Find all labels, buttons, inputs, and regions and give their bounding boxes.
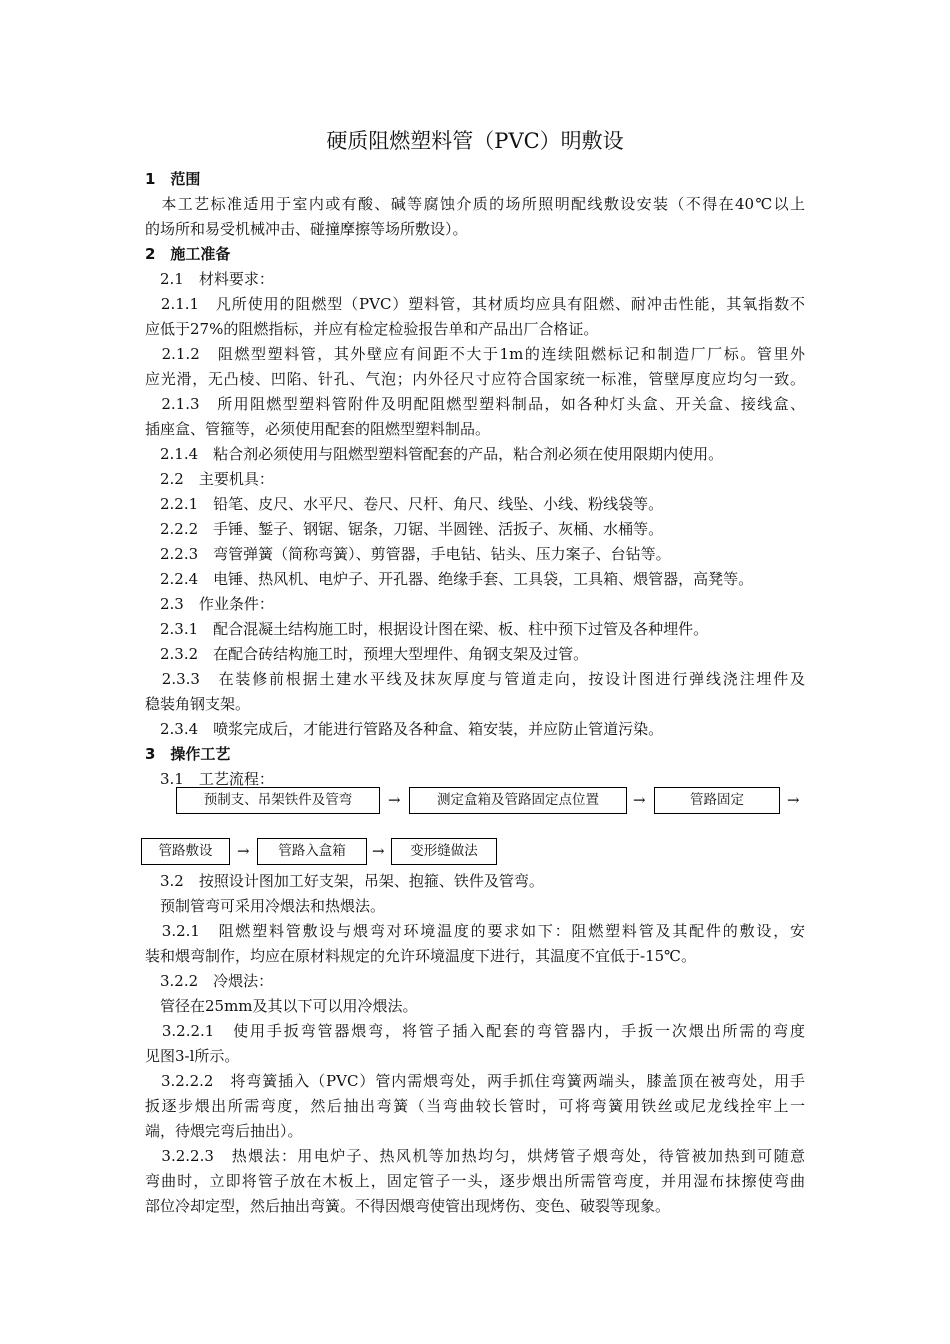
paragraph-line: 2.3.4 喷浆完成后，才能进行管路及各种盒、箱安装，并应防止管道污染。 <box>145 720 664 738</box>
flow-arrow: → <box>633 791 646 809</box>
flow-arrow: → <box>787 791 800 809</box>
paragraph-line: 部位冷却定型，然后抽出弯簧。不得因煨弯使管出现烤伤、变色、破裂等现象。 <box>145 1197 671 1215</box>
flow-arrow: → <box>372 842 385 860</box>
paragraph-line: 2.1.4 粘合剂必须使用与阻燃型塑料管配套的产品，粘合剂必须在使用限期内使用。 <box>145 445 724 463</box>
flow-step: 预制支、吊架铁件及管弯 <box>176 787 380 814</box>
paragraph-line: 端，待煨完弯后抽出）。 <box>145 1122 303 1140</box>
paragraph-line: 预制管弯可采用冷煨法和热煨法。 <box>145 897 386 915</box>
subsection-heading: 3.2 按照设计图加工好支架，吊架、抱箍、铁件及管弯。 <box>145 872 544 890</box>
paragraph-line: 扳逐步煨出所需弯度，然后抽出弯簧（当弯曲较长管时，可将弯簧用铁丝或尼龙线拴牢上一 <box>145 1097 805 1115</box>
paragraph-line: 见图3-l所示。 <box>145 1047 240 1065</box>
section-heading: 3 操作工艺 <box>145 745 231 763</box>
flow-step: 测定盒箱及管路固定点位置 <box>409 787 627 814</box>
flow-arrow: → <box>237 842 250 860</box>
paragraph-line: 2.2.4 电锤、热风机、电炉子、开孔器、绝缘手套、工具袋，工具箱、煨管器，高凳等。 <box>145 570 754 588</box>
paragraph-line: 装和煨弯制作，均应在原材料规定的允许环境温度下进行，其温度不宜低于-15℃。 <box>145 947 696 965</box>
section-heading: 1 范围 <box>145 170 201 188</box>
document-title: 硬质阻燃塑料管（PVC）明敷设 <box>326 129 624 153</box>
paragraph-line: 插座盒、管箍等，必须使用配套的阻燃型塑料制品。 <box>145 420 491 438</box>
paragraph-line: 2.2.3 弯管弹簧（简称弯簧）、剪管器，手电钻、钻头、压力案子、台钻等。 <box>145 545 671 563</box>
subsection-heading: 2.2 主要机具： <box>145 470 274 488</box>
subsection-heading: 2.1 材料要求： <box>145 270 274 288</box>
subsection-heading: 3.1 工艺流程： <box>145 770 274 788</box>
paragraph-line: 2.3.1 配合混凝土结构施工时，根据设计图在梁、板、柱中预下过管及各种埋件。 <box>145 620 709 638</box>
section-heading: 2 施工准备 <box>145 245 231 263</box>
flow-arrow: → <box>388 791 401 809</box>
paragraph-line: 本工艺标准适用于室内或有酸、碱等腐蚀介质的场所照明配线敷设安装（不得在40℃以上 <box>145 195 805 213</box>
subsection-heading: 2.3 作业条件： <box>145 595 274 613</box>
paragraph-line: 管径在25mm及其以下可以用冷煨法。 <box>145 997 418 1015</box>
paragraph-line: 2.1.1 凡所使用的阻燃型（PVC）塑料管，其材质均应具有阻燃、耐冲击性能，其氧指数不 <box>145 295 805 313</box>
paragraph-line: 2.3.2 在配合砖结构施工时，预埋大型埋件、角钢支架及过管。 <box>145 645 589 663</box>
paragraph-line: 2.2.1 铅笔、皮尺、水平尺、卷尺、尺杆、角尺、线坠、小线、粉线袋等。 <box>145 495 664 513</box>
paragraph-line: 3.2.2.1 使用手扳弯管器煨弯，将管子插入配套的弯管器内，手扳一次煨出所需的弯度 <box>145 1022 805 1040</box>
flow-step: 管路敷设 <box>141 838 230 865</box>
flow-step: 管路固定 <box>654 787 780 814</box>
flow-step: 变形缝做法 <box>391 838 497 865</box>
paragraph-line: 应光滑，无凸棱、凹陷、针孔、气泡；内外径尺寸应符合国家统一标准，管壁厚度应均匀一致。 <box>145 370 805 388</box>
paragraph-line: 3.2.2.2 将弯簧插入（PVC）管内需煨弯处，两手抓住弯簧两端头，膝盖顶在被弯处，用手 <box>145 1072 805 1090</box>
paragraph-line: 2.1.3 所用阻燃型塑料管附件及明配阻燃型塑料制品，如各种灯头盒、开关盒、接线盒、 <box>145 395 805 413</box>
paragraph-line: 应低于27%的阻燃指标，并应有检定检验报告单和产品出厂合格证。 <box>145 320 599 338</box>
paragraph-line: 3.2.2.3 热煨法：用电炉子、热风机等加热均匀，烘烤管子煨弯处，待管被加热到可随意 <box>145 1147 805 1165</box>
paragraph-line: 3.2.1 阻燃塑料管敷设与煨弯对环境温度的要求如下：阻燃塑料管及其配件的敷设，安 <box>145 922 805 940</box>
paragraph-line: 稳装角钢支架。 <box>145 695 251 713</box>
paragraph-line: 弯曲时，立即将管子放在木板上，固定管子一头，逐步煨出所需管弯度，并用湿布抹擦使弯曲 <box>145 1172 805 1190</box>
subsection-heading: 3.2.2 冷煨法： <box>145 972 274 990</box>
paragraph-line: 的场所和易受机械冲击、碰撞摩擦等场所敷设）。 <box>145 220 468 238</box>
flow-step: 管路入盒箱 <box>257 838 367 865</box>
paragraph-line: 2.3.3 在装修前根据土建水平线及抹灰厚度与管道走向，按设计图进行弹线浇注埋件及 <box>145 670 805 688</box>
paragraph-line: 2.2.2 手锤、錾子、钢锯、锯条，刀锯、半圆锉、活扳子、灰桶、水桶等。 <box>145 520 664 538</box>
paragraph-line: 2.1.2 阻燃型塑料管，其外壁应有间距不大于1m的连续阻燃标记和制造厂厂标。管里外 <box>145 345 805 363</box>
